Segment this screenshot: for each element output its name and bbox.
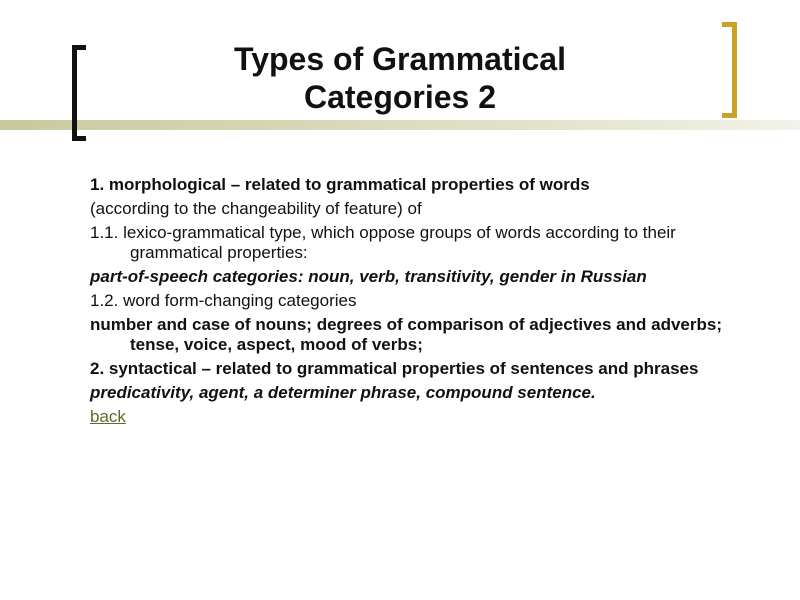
slide-body	[90, 175, 750, 431]
header-band	[0, 120, 800, 130]
slide-title	[150, 40, 650, 116]
right-bracket-decoration	[722, 22, 737, 118]
title-line-2: Categories 2	[303, 79, 497, 115]
paragraph-word-form-changing: 1.2. word form-changing categories	[90, 291, 357, 310]
paragraph-syntactical: 2. syntactical – related to grammatical properties of sentences and phrases	[90, 359, 699, 378]
paragraph-changeability: (according to the changeability of feature) of	[90, 199, 422, 218]
paragraph-morphological: 1. morphological – related to grammatical properties of words	[90, 175, 590, 194]
paragraph-number-and-case: number and case of nouns; degrees of comparison of adjectives and adverbs; tense, voice, aspect, mood of verbs;	[90, 315, 722, 354]
back-link[interactable]: back	[90, 407, 126, 426]
left-bracket-decoration	[72, 45, 86, 141]
paragraph-lexico-grammatical: 1.1. lexico-grammatical type, which oppose groups of words according to their grammatical properties:	[90, 223, 676, 262]
paragraph-predicativity: predicativity, agent, a determiner phrase, compound sentence.	[90, 383, 596, 402]
paragraph-part-of-speech: part-of-speech categories: noun, verb, transitivity, gender in Russian	[90, 267, 647, 286]
back-link-container	[90, 407, 750, 427]
title-line-1: Types of Grammatical	[234, 41, 566, 77]
